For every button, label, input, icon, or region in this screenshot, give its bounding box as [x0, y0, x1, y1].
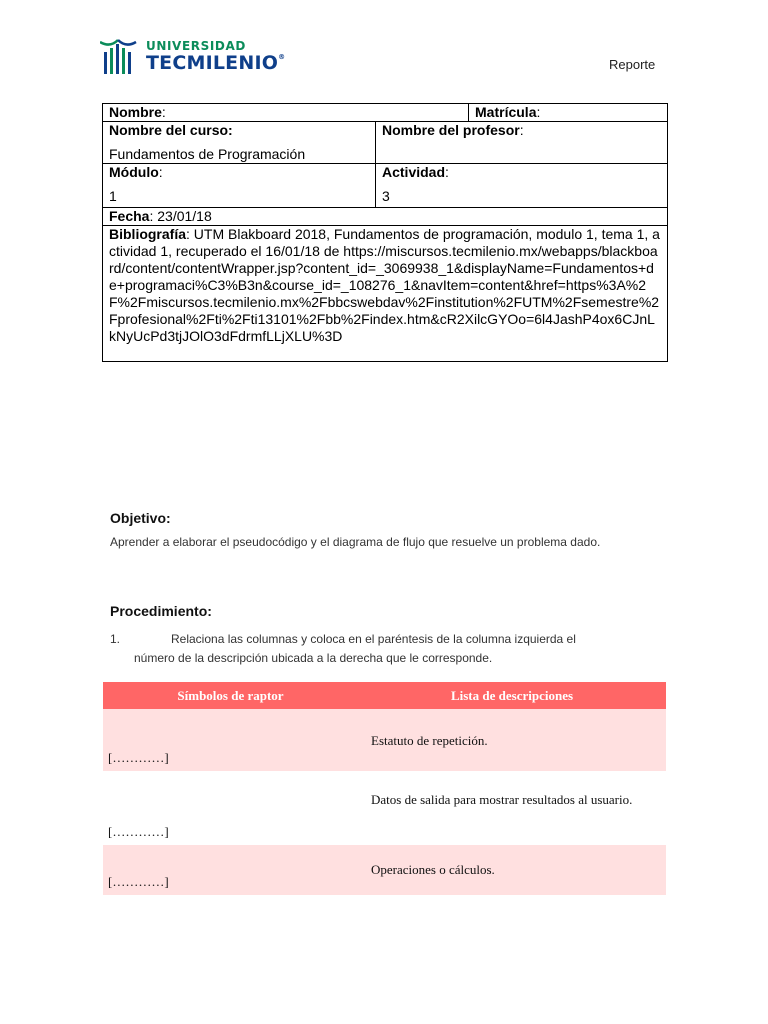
bibliografia-cell[interactable]: Bibliografía: UTM Blakboard 2018, Fundamentos de programación, modulo 1, tema 1, actividad 1, recuperado el 16/01/18 de https://miscursos.tecmilenio.mx/webapps/blackboard/content/contentWrapper.jsp?content_id=_3069938_1&displayName=Fundamentos+de+programaci%C3%B3n&course_id=_108276_1&navItem=content&href=https%3A%2F%2Fmiscursos.tecmilenio.mx%2Fbbcswebdav%2Finstitution%2FUTM%2Fsemestre%2Fprofesional%2Fti%2Fti13101%2Fbb%2Findex.htm&cR2XilcGYOo=6l4JashP4ox6CJnLkNyUcPd3tjJOlO3dFdrmfLLjXLU%3D — [103, 226, 668, 362]
logo-name-text: TECMILENIO® — [146, 51, 286, 74]
symbol-cell[interactable] — [103, 709, 358, 771]
actividad-cell[interactable]: Actividad: 3 — [376, 164, 668, 208]
tecmilenio-logo-icon — [100, 36, 140, 76]
report-label: Reporte — [609, 57, 656, 72]
description-cell — [358, 771, 666, 845]
objetivo-title: Objetivo: — [110, 510, 171, 526]
bibliografia-url[interactable]: https://miscursos.tecmilenio.mx/webapps/blackboard/content/contentWrapper.jsp?content_id=_3069938_1&displayName=Fundamentos+de+programaci%C3%B3n&course_id=_108276_1&navItem=content&href=https%3A%2F%2Fmiscursos.tecmilenio.mx%2Fbbcswebdav%2Finstitution%2FUTM%2Fsemestre%2Fprofesional%2Fti%2Fti13101%2Fbb%2Findex.htm&cR2XilcGYOo=6l4JashP4ox6CJnLkNyUcPd3tjJOlO3dFdrmfLLjXLU%3D — [109, 243, 660, 344]
procedimiento-step — [110, 630, 630, 668]
description-text: Operaciones o cálculos. — [371, 862, 495, 877]
bibliografia-text: UTM Blakboard 2018, Fundamentos de programación, modulo 1, tema 1, actividad 1, recuperado el 16/01/18 de — [109, 226, 660, 259]
fecha-cell[interactable]: Fecha: 23/01/18 — [103, 208, 668, 226]
procedimiento-title: Procedimiento: — [110, 603, 212, 619]
symbol-cell[interactable] — [103, 845, 358, 895]
symbol-cell[interactable] — [103, 771, 358, 845]
matricula-cell[interactable]: Matrícula: — [469, 104, 668, 122]
curso-cell[interactable]: Nombre del curso: Fundamentos de Programación — [103, 122, 376, 164]
nombre-cell[interactable]: Nombre: — [103, 104, 469, 122]
step-number: 1. — [110, 632, 121, 646]
logo-university-text: UNIVERSIDAD — [146, 38, 246, 53]
objetivo-text: Aprender a elaborar el pseudocódigo y el diagrama de flujo que resuelve un problema dado. — [110, 535, 601, 549]
modulo-cell[interactable]: Módulo: 1 — [103, 164, 376, 208]
column-header-descriptions: Lista de descripciones — [358, 682, 666, 709]
answer-bracket[interactable]: […………] — [108, 824, 169, 839]
description-cell — [358, 709, 666, 771]
student-info-table — [102, 103, 668, 362]
column-header-symbols: Símbolos de raptor — [103, 682, 358, 709]
table-row — [103, 771, 666, 845]
profesor-cell[interactable]: Nombre del profesor: — [376, 122, 668, 164]
step-line2: número de la descripción ubicada a la derecha que le corresponde. — [134, 651, 493, 665]
university-logo — [100, 36, 285, 76]
description-text: Estatuto de repetición. — [371, 733, 488, 748]
table-row — [103, 845, 666, 895]
matching-table — [103, 682, 666, 895]
answer-bracket[interactable]: […………] — [108, 874, 169, 889]
table-row — [103, 709, 666, 771]
step-line1: Relaciona las columnas y coloca en el paréntesis de la columna izquierda el — [171, 632, 576, 646]
answer-bracket[interactable]: […………] — [108, 750, 169, 765]
description-text: Datos de salida para mostrar resultados al usuario. — [371, 792, 633, 807]
description-cell — [358, 845, 666, 895]
